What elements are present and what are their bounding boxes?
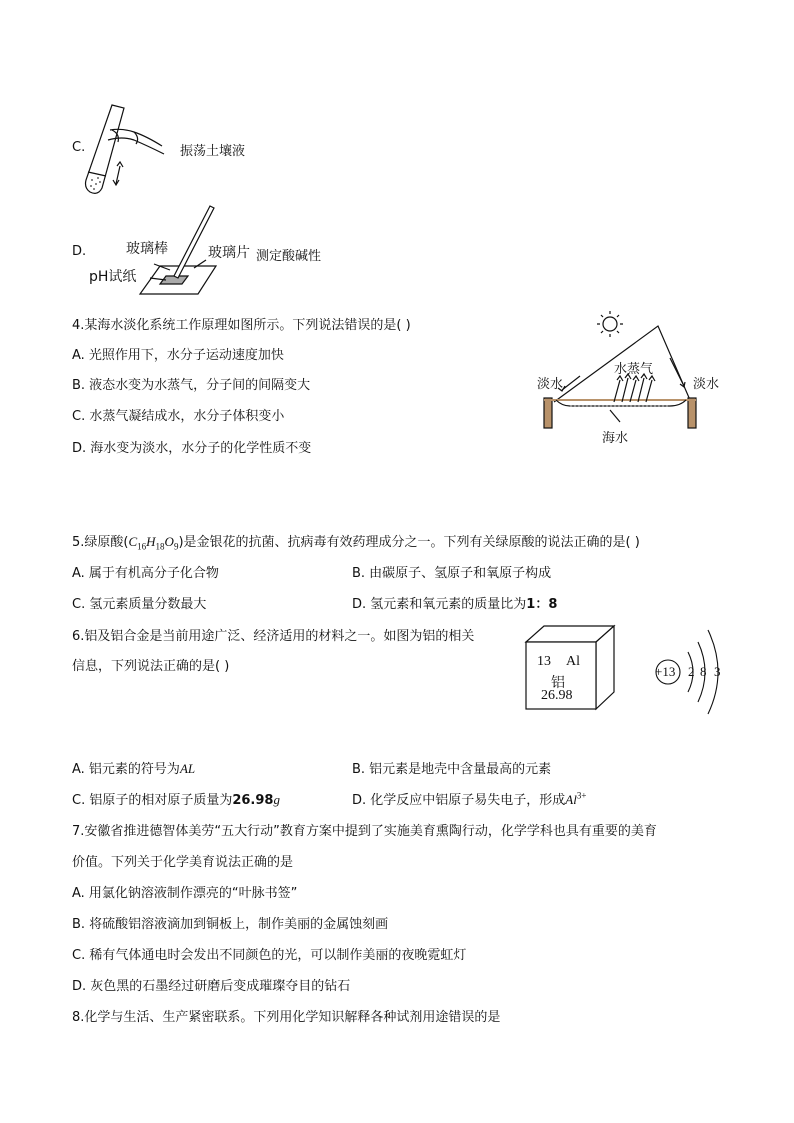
q5-ratio: 1：8 xyxy=(526,597,558,612)
q5-formula-h: H xyxy=(146,534,156,549)
q5-option-d-text: D. 氢元素和氧元素的质量比为 xyxy=(352,597,527,612)
q7-option-a: A. 用氯化钠溶液制作漂亮的“叶脉书签” xyxy=(72,886,298,901)
q6-option-c-value: 26.98 xyxy=(232,793,274,808)
q8-stem: 8.化学与生活、生产紧密联系。下列用化学知识解释各种试剂用途错误的是 xyxy=(72,1010,501,1025)
q7-stem-line2: 价值。下列关于化学美育说法正确的是 xyxy=(72,855,294,870)
q7-option-b: B. 将硫酸铝溶液滴加到铜板上，制作美丽的金属蚀刻画 xyxy=(72,917,389,932)
q6-option-a xyxy=(72,758,195,777)
q5-stem xyxy=(72,531,640,552)
atomic-number: 13 xyxy=(537,654,551,669)
option-d-letter: D. xyxy=(72,244,87,259)
electron-shell-3: 3 xyxy=(714,664,721,679)
element-name: 铝 xyxy=(551,675,565,691)
q6-stem-line1: 6.铝及铝合金是当前用途广泛、经济适用的材料之一。如图为铝的相关 xyxy=(72,629,475,644)
q5-formula-h-count: 18 xyxy=(155,541,165,552)
nucleus-charge: +13 xyxy=(655,664,676,679)
q6-option-c-text: C. 铝原子的相对原子质量为 xyxy=(72,793,233,808)
fresh-water-right-label: 淡水 xyxy=(693,377,720,392)
q6-option-c xyxy=(72,789,280,808)
glass-rod-label: 玻璃棒 xyxy=(126,241,168,257)
q7-option-c: C. 稀有气体通电时会发出不同颜色的光，可以制作美丽的夜晚霓虹灯 xyxy=(72,948,467,963)
q7-option-d: D. 灰色黑的石墨经过研磨后变成璀璨夺目的钻石 xyxy=(72,979,351,994)
option-c-caption: 振荡土壤液 xyxy=(180,144,246,159)
q5-option-a: A. 属于有机高分子化合物 xyxy=(72,566,219,581)
sea-water-label: 海水 xyxy=(602,431,629,446)
q6-stem-line2: 信息，下列说法正确的是( ) xyxy=(72,659,230,674)
q4-stem: 4.某海水淡化系统工作原理如图所示。下列说法错误的是( ) xyxy=(72,318,411,333)
q4-option-c: C. 水蒸气凝结成水，水分子体积变小 xyxy=(72,409,285,424)
q6-option-d-ion: Al xyxy=(565,792,577,807)
glass-plate-label: 玻璃片 xyxy=(208,245,250,261)
q6-option-a-symbol: AL xyxy=(179,761,196,776)
q5-formula-c-count: 16 xyxy=(137,541,147,552)
q5-stem-post: )是金银花的抗菌、抗病毒有效药理成分之一。下列有关绿原酸的说法正确的是( ) xyxy=(178,535,640,550)
q6-option-b: B. 铝元素是地壳中含量最高的元素 xyxy=(352,762,552,777)
q4-option-b: B. 液态水变为水蒸气，分子间的间隔变大 xyxy=(72,378,311,393)
atomic-mass: 26.98 xyxy=(541,688,573,703)
q5-stem-pre: 5.绿原酸( xyxy=(72,535,129,550)
q6-option-d-charge: 3+ xyxy=(576,790,587,801)
q5-option-c: C. 氢元素质量分数最大 xyxy=(72,597,207,612)
element-symbol: Al xyxy=(566,654,580,669)
fresh-water-left-label: 淡水 xyxy=(537,377,564,392)
electron-shell-2: 8 xyxy=(700,664,707,679)
option-d-caption: 测定酸碱性 xyxy=(256,249,322,264)
q6-option-c-unit: g xyxy=(273,792,280,807)
q4-option-a: A. 光照作用下，水分子运动速度加快 xyxy=(72,348,284,363)
q6-option-d-text: D. 化学反应中铝原子易失电子，形成 xyxy=(352,793,566,808)
q6-option-d xyxy=(352,789,586,808)
ph-paper-label: pH试纸 xyxy=(89,269,137,285)
test-tube-shaking-illustration xyxy=(82,100,182,200)
q5-formula-o: O xyxy=(164,534,174,549)
q5-option-d xyxy=(352,593,557,612)
q4-option-d: D. 海水变为淡水，水分子的化学性质不变 xyxy=(72,441,312,456)
q5-formula-c: C xyxy=(128,534,138,549)
q7-stem-line1: 7.安徽省推进德智体美劳“五大行动”教育方案中提到了实施美育熏陶行动，化学学科也具有重要的美育 xyxy=(72,824,657,839)
option-c-letter: C. xyxy=(72,140,86,155)
q6-option-a-text: A. 铝元素的符号为 xyxy=(72,762,180,777)
sun-icon xyxy=(597,311,623,337)
water-vapor-label: 水蒸气 xyxy=(614,362,654,377)
q5-formula-o-count: 9 xyxy=(173,541,179,552)
q5-option-b: B. 由碳原子、氢原子和氧原子构成 xyxy=(352,566,552,581)
electron-shell-1: 2 xyxy=(688,664,695,679)
